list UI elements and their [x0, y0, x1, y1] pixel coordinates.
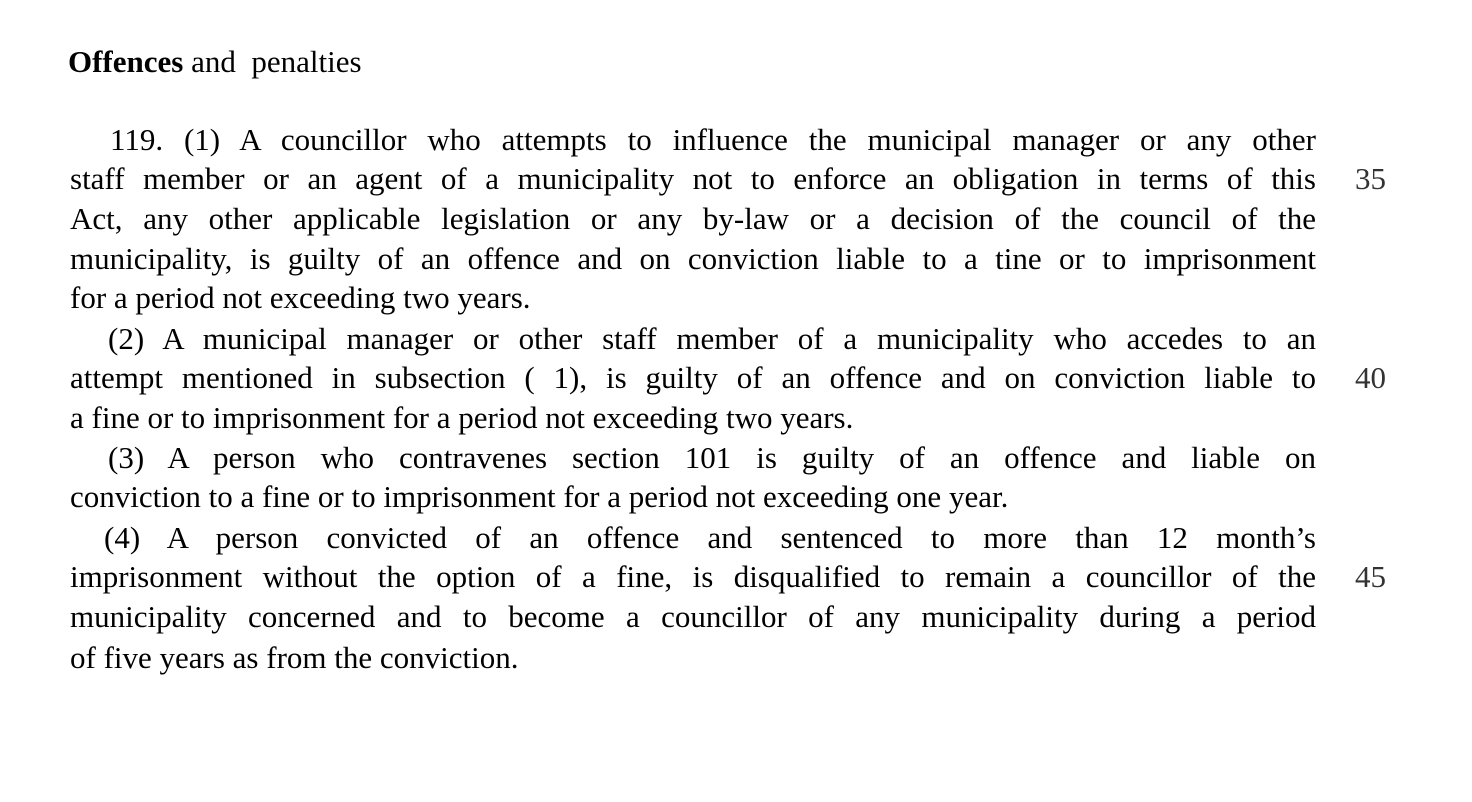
- text-line: (4) A person convicted of an offence and sentenced to more than 12 month’s: [104, 520, 1316, 555]
- text-line: (2) A municipal manager or other staff member of a municipality who accedes to an: [108, 321, 1316, 356]
- text-line: 119. (1) A councillor who attempts to influence the municipal manager or any other: [110, 122, 1316, 157]
- text-line: for a period not exceeding two years.: [70, 280, 531, 315]
- margin-line-number: 35: [1355, 161, 1386, 196]
- text-line: attempt mentioned in subsection ( 1), is guilty of an offence and on conviction liable to: [70, 360, 1316, 395]
- text-line: staff member or an agent of a municipality not to enforce an obligation in terms of this: [70, 161, 1316, 196]
- text-line: conviction to a fine or to imprisonment for a period not exceeding one year.: [70, 479, 1009, 514]
- margin-line-number: 45: [1355, 559, 1386, 594]
- text-line: imprisonment without the option of a fine, is disqualified to remain a councillor of the: [70, 559, 1316, 594]
- text-line: municipality, is guilty of an offence and on conviction liable to a tine or to imprisonment: [70, 241, 1316, 276]
- text-line: municipality concerned and to become a councillor of any municipality during a period: [70, 599, 1316, 634]
- heading-bold-word: Offences: [68, 44, 184, 79]
- heading-rest: and penalties: [183, 44, 362, 79]
- text-line: Act, any other applicable legislation or any by-law or a decision of the council of the: [70, 201, 1316, 236]
- section-heading: [68, 42, 362, 82]
- margin-line-number: 40: [1355, 360, 1386, 395]
- text-line: (3) A person who contravenes section 101 is guilty of an offence and liable on: [108, 440, 1316, 475]
- text-line: of five years as from the conviction.: [70, 640, 519, 675]
- text-line: a fine or to imprisonment for a period not exceeding two years.: [70, 400, 854, 435]
